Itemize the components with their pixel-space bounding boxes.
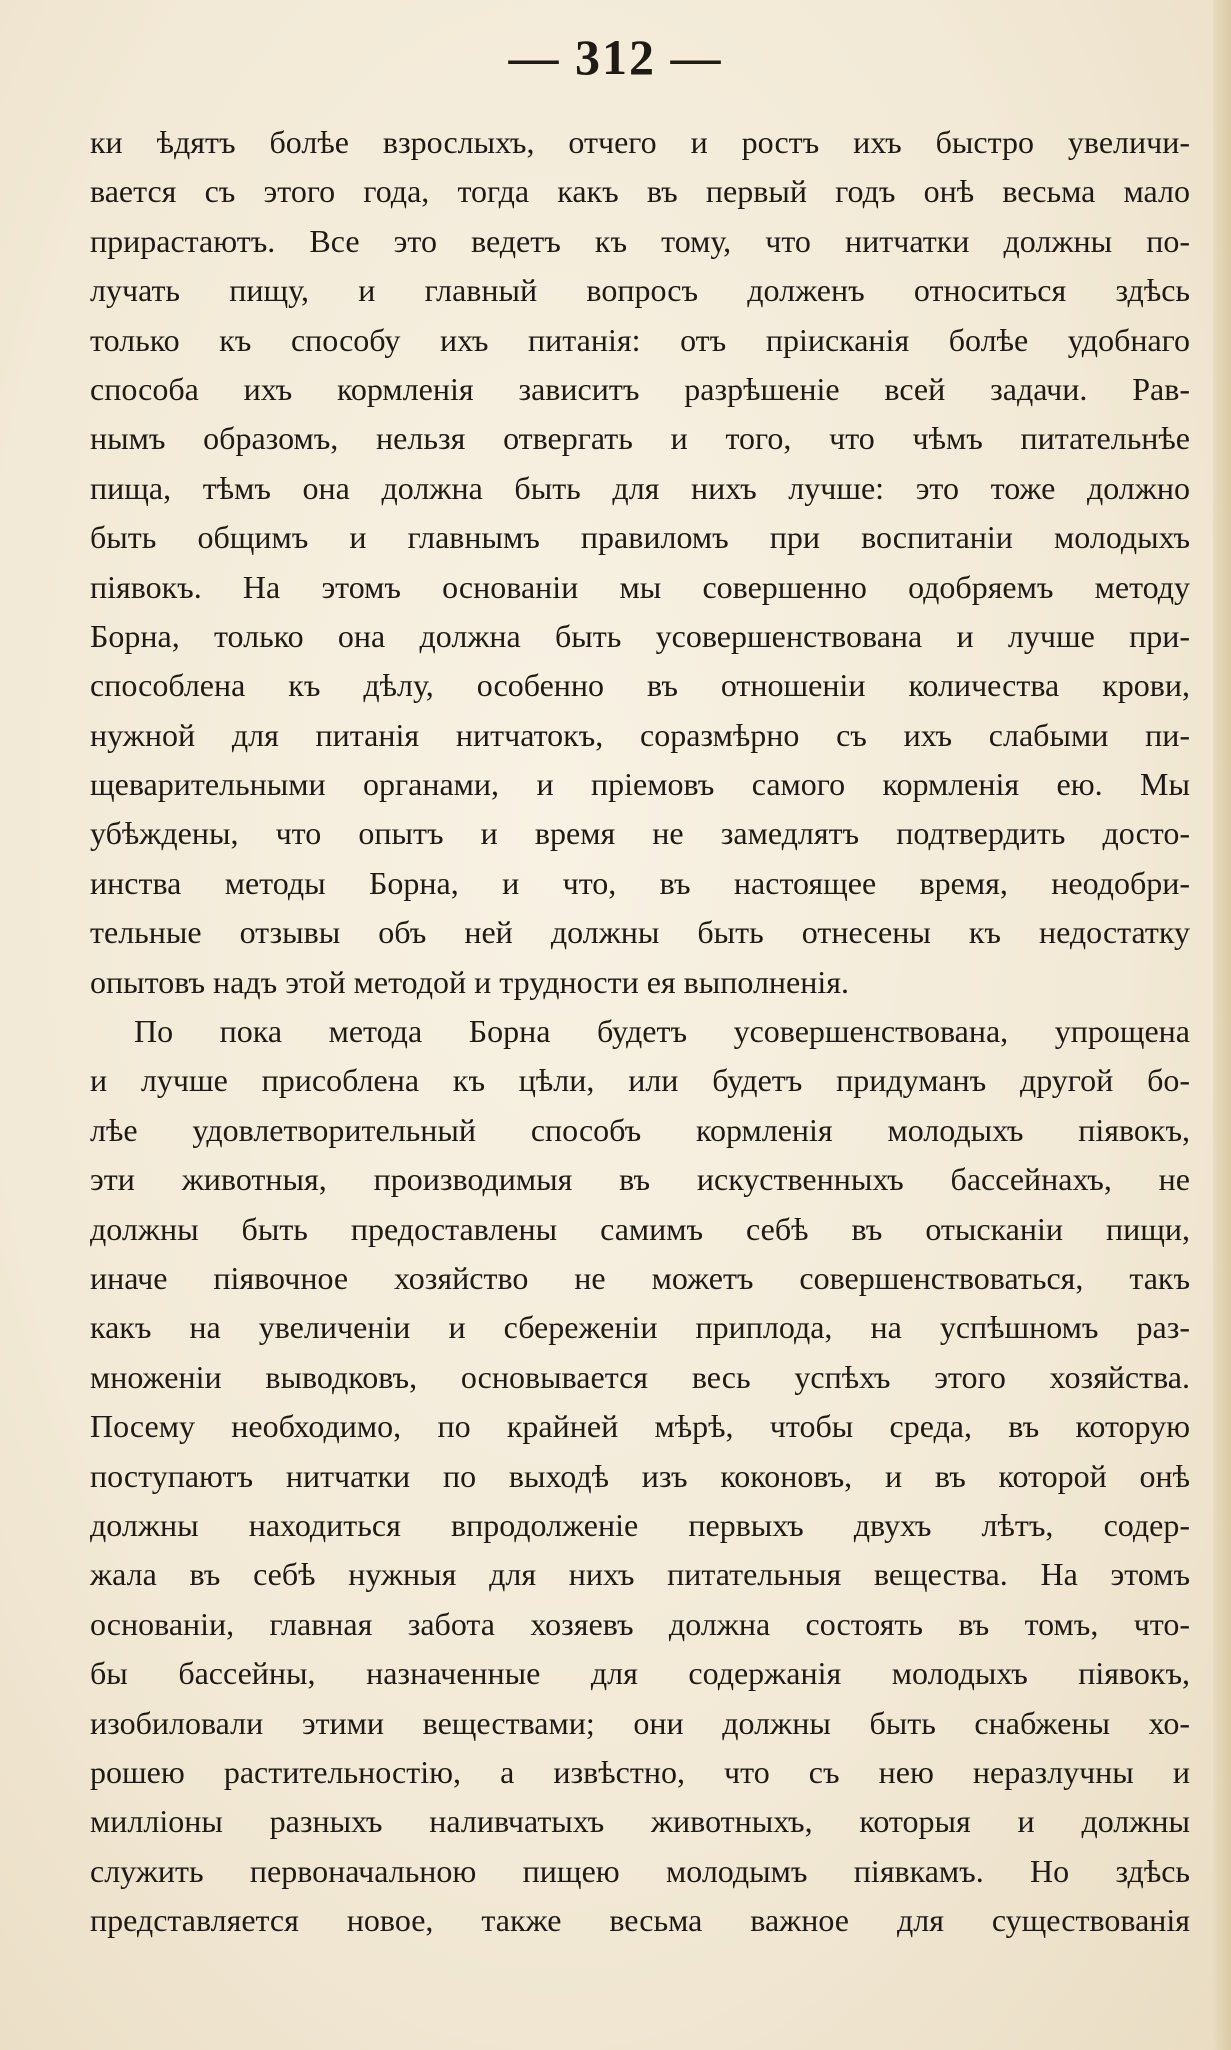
text-line: милліоны разныхъ наливчатыхъ животныхъ, которыя и должны (90, 1803, 1190, 1840)
text-line: и лучше присоблена къ цѣли, или будетъ придуманъ другой бо- (90, 1062, 1190, 1099)
text-line: способа ихъ кормленія зависитъ разрѣшеніе всей задачи. Рав- (90, 370, 1190, 407)
text-line: пища, тѣмъ она должна быть для нихъ лучше: это тоже должно (90, 469, 1190, 506)
text-line: основаніи, главная забота хозяевъ должна состоять въ томъ, что- (90, 1605, 1190, 1642)
text-line: должны быть предоставлены самимъ себѣ въ отысканіи пищи, (90, 1210, 1190, 1247)
text-line: жала въ себѣ нужныя для нихъ питательныя вещества. На этомъ (90, 1556, 1190, 1593)
text-line: инства методы Борна, и что, въ настоящее время, неодобри- (90, 864, 1190, 901)
text-line: ки ѣдятъ болѣе взрослыхъ, отчего и ростъ ихъ быстро увеличи- (90, 124, 1190, 160)
text-line: вается съ этого года, тогда какъ въ первый годъ онѣ весьма мало (90, 173, 1190, 210)
text-line: лучать пищу, и главный вопросъ долженъ относиться здѣсь (90, 272, 1190, 309)
text-line: тельные отзывы объ ней должны быть отнесены къ недостатку (90, 914, 1190, 951)
text-line: поступаютъ нитчатки по выходѣ изъ коконовъ, и въ которой онѣ (90, 1457, 1190, 1494)
text-line: иначе піявочное хозяйство не можетъ совершенствоваться, такъ (90, 1259, 1190, 1296)
text-line: служить первоначальною пищею молодымъ піявкамъ. Но здѣсь (90, 1852, 1190, 1889)
text-line: нымъ образомъ, нельзя отвергать и того, что чѣмъ питательнѣе (90, 420, 1190, 457)
text-line: рошею растительностію, а извѣстно, что съ нею неразлучны и (90, 1753, 1190, 1790)
text-line: бы бассейны, назначенные для содержанія молодыхъ піявокъ, (90, 1655, 1190, 1692)
text-line: щеварительными органами, и пріемовъ самого кормленія ею. Мы (90, 766, 1190, 803)
text-line: изобиловали этими веществами; они должны быть снабжены хо- (90, 1704, 1190, 1741)
text-line: прирастаютъ. Все это ведетъ къ тому, что нитчатки должны по- (90, 222, 1190, 259)
text-line: только къ способу ихъ питанія: отъ прiисканія болѣе удобнаго (90, 321, 1190, 358)
page-edge (1213, 0, 1231, 2050)
text-line: множеніи выводковъ, основывается весь успѣхъ этого хозяйства. (90, 1358, 1190, 1395)
text-line: эти животныя, производимыя въ искуственныхъ бассейнахъ, не (90, 1161, 1190, 1198)
paragraph-start-line: По пока метода Борна будетъ усовершенствована, упрощена (134, 1013, 1190, 1050)
text-line: піявокъ. На этомъ основаніи мы совершенно одобряемъ методу (90, 568, 1190, 605)
page-number: — 312 — (508, 29, 723, 85)
text-line: способлена къ дѣлу, особенно въ отношеніи количества крови, (90, 667, 1190, 704)
text-line: должны находиться впродолженіе первыхъ двухъ лѣтъ, содер- (90, 1506, 1190, 1543)
text-line: какъ на увеличеніи и сбереженіи приплода, на успѣшномъ раз- (90, 1309, 1190, 1346)
body-text (90, 118, 1190, 1945)
text-line: убѣждены, что опытъ и время не замедлятъ подтвердить досто- (90, 815, 1190, 852)
text-line: Посему необходимо, по крайней мѣрѣ, чтобы среда, въ которую (90, 1408, 1190, 1445)
text-line: представляется новое, также весьма важное для существованія (90, 1902, 1190, 1939)
text-line: нужной для питанія нитчатокъ, соразмѣрно съ ихъ слабыми пи- (90, 716, 1190, 753)
text-line: Борна, только она должна быть усовершенствована и лучше при- (90, 617, 1190, 654)
text-line: лѣе удовлетворительный способъ кормленія молодыхъ піявокъ, (90, 1111, 1190, 1148)
text-line: быть общимъ и главнымъ правиломъ при воспитаніи молодыхъ (90, 519, 1190, 556)
text-line: опытовъ надъ этой методой и трудности ея выполненія. (90, 963, 849, 1000)
